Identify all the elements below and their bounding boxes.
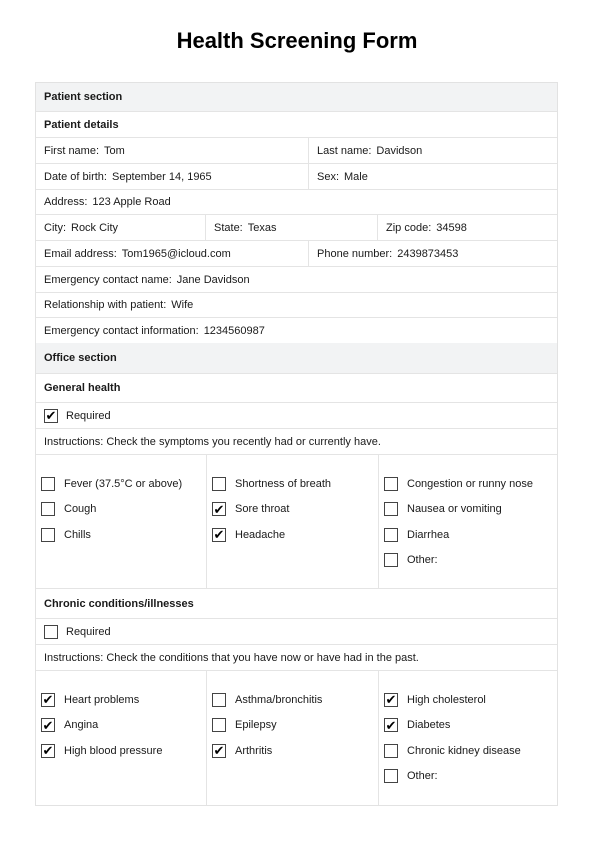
cough-checkbox[interactable] [41,502,55,516]
zip-label: Zip code: [386,221,432,234]
checkbox-column [378,671,557,805]
general-health-instructions-row [36,429,557,455]
option-cough[interactable] [36,497,206,523]
screening-form [35,82,558,806]
epilepsy-checkbox[interactable] [212,718,226,732]
chronic-instructions-row [36,645,557,671]
high-blood-pressure-checkbox[interactable]: ✔ [42,743,54,759]
chronic-kidney-disease-checkbox[interactable] [384,744,398,758]
city-value: Rock City [71,221,119,234]
general-health-required-row [36,403,557,429]
emergency-name-label: Emergency contact name: [44,273,172,286]
option-label: Cough [64,503,97,516]
zip-field[interactable] [377,215,557,240]
option-label: Headache [235,528,286,541]
option-label: Other: [407,554,438,567]
general-health-required-checkbox[interactable]: ✔ [45,408,57,423]
general-health-required-label: Required [66,409,111,422]
general-health-required[interactable] [36,403,111,428]
emergency-info-label: Emergency contact information: [44,324,199,337]
first-name-value: Tom [104,144,125,157]
address-value: 123 Apple Road [92,196,171,208]
option-label: High blood pressure [64,744,163,757]
option-label: Angina [64,719,99,732]
option-label: Other: [407,770,438,783]
first-name-label: First name: [44,144,100,157]
dob-row [36,164,557,190]
asthma-bronchitis-checkbox[interactable] [212,693,226,707]
option-congestion-or-runny-nose[interactable] [379,471,557,497]
option-epilepsy[interactable] [207,713,378,739]
option-headache[interactable] [207,522,378,548]
conditions-grid [36,671,557,805]
email-field[interactable] [36,241,308,266]
patient-section-heading: Patient section [44,91,123,103]
sex-value: Male [344,170,368,183]
email-label: Email address: [44,247,117,260]
last-name-label: Last name: [317,144,372,157]
state-value: Texas [247,221,277,234]
city-label: City: [44,221,66,234]
option-label: Diabetes [407,719,451,732]
option-fever-37-5-c-or-above[interactable] [36,471,206,497]
state-label: State: [214,221,243,234]
option-label: Asthma/bronchitis [235,693,323,706]
option-label: Sore throat [235,503,290,516]
general-health-heading: General health [44,382,121,394]
option-arthritis[interactable] [207,738,378,764]
relationship-value: Wife [171,299,194,311]
diarrhea-checkbox[interactable] [384,528,398,542]
address-label: Address: [44,196,88,208]
headache-checkbox[interactable]: ✔ [213,527,225,543]
checkbox-column [206,455,378,588]
email-value: Tom1965@icloud.com [121,247,231,260]
emergency-info-row [36,318,557,343]
phone-label: Phone number: [317,247,393,260]
patient-section-header [36,83,557,112]
option-asthma-bronchitis[interactable] [207,687,378,713]
arthritis-checkbox[interactable]: ✔ [213,743,225,759]
angina-checkbox[interactable]: ✔ [42,717,54,733]
symptoms-grid [36,455,557,589]
city-field[interactable] [36,215,205,240]
relationship-field[interactable] [36,293,193,317]
option-label: Chills [64,528,91,541]
diabetes-checkbox[interactable]: ✔ [385,717,397,733]
contact-row [36,241,557,267]
relationship-label: Relationship with patient: [44,299,167,311]
emergency-name-value: Jane Davidson [176,273,250,286]
option-diarrhea[interactable] [379,522,557,548]
option-label: Shortness of breath [235,477,332,490]
option-other[interactable] [379,548,557,574]
chronic-required-checkbox[interactable] [44,625,58,639]
congestion-or-runny-nose-checkbox[interactable] [384,477,398,491]
general-health-instructions: Instructions: Check the symptoms you recently had or currently have. [44,435,381,448]
option-sore-throat[interactable] [207,497,378,523]
emergency-info-value: 1234560987 [203,324,265,337]
option-label: Heart problems [64,693,140,706]
checkbox-column [206,671,378,805]
option-label: Nausea or vomiting [407,503,502,516]
option-angina[interactable] [36,713,206,739]
option-nausea-or-vomiting[interactable] [379,497,557,523]
shortness-of-breath-checkbox[interactable] [212,477,226,491]
last-name-field[interactable] [308,138,557,163]
option-chills[interactable] [36,522,206,548]
heart-problems-checkbox[interactable]: ✔ [42,692,54,708]
option-label: Fever (37.5°C or above) [64,477,183,490]
chronic-required-label: Required [66,625,111,638]
relationship-row [36,293,557,318]
office-section-header [36,343,557,374]
dob-field[interactable] [36,164,308,189]
option-label: Chronic kidney disease [407,744,521,757]
option-shortness-of-breath[interactable] [207,471,378,497]
dob-value: September 14, 1965 [111,170,212,183]
emergency-name-field[interactable] [36,267,250,292]
chronic-heading: Chronic conditions/illnesses [44,597,194,610]
checkbox-column [378,455,557,588]
patient-details-row [36,112,557,138]
option-label: Arthritis [235,744,273,757]
option-heart-problems[interactable] [36,687,206,713]
emergency-info-field[interactable] [36,318,265,343]
address-row [36,190,557,215]
state-field[interactable] [205,215,377,240]
other-checkbox[interactable] [384,769,398,783]
sore-throat-checkbox[interactable]: ✔ [213,501,225,517]
patient-details-heading: Patient details [44,118,119,131]
office-section-heading: Office section [44,352,117,364]
dob-label: Date of birth: [44,170,107,183]
option-label: Epilepsy [235,719,277,732]
fever-37-5-c-or-above-checkbox[interactable] [41,477,55,491]
page-title: Health Screening Form [176,28,418,53]
nausea-or-vomiting-checkbox[interactable] [384,502,398,516]
option-label: High cholesterol [407,693,486,706]
chronic-instructions: Instructions: Check the conditions that you have now or have had in the past. [44,651,419,664]
option-label: Congestion or runny nose [407,477,533,490]
address-field[interactable] [36,190,171,214]
chronic-row [36,589,557,619]
location-row [36,215,557,241]
last-name-value: Davidson [376,144,423,157]
option-diabetes[interactable] [379,713,557,739]
option-label: Diarrhea [407,528,450,541]
option-high-blood-pressure[interactable] [36,738,206,764]
high-cholesterol-checkbox[interactable]: ✔ [385,692,397,708]
chronic-required[interactable] [36,619,111,644]
checkbox-column [36,671,206,805]
option-other[interactable] [379,764,557,790]
first-name-field[interactable] [36,138,308,163]
zip-value: 34598 [436,221,467,234]
option-high-cholesterol[interactable] [379,687,557,713]
other-checkbox[interactable] [384,553,398,567]
name-row [36,138,557,164]
phone-field[interactable] [308,241,557,266]
sex-label: Sex: [317,170,340,183]
option-chronic-kidney-disease[interactable] [379,738,557,764]
emergency-name-row [36,267,557,293]
sex-field[interactable] [308,164,557,189]
checkbox-column [36,455,206,588]
general-health-row [36,374,557,403]
chronic-required-row [36,619,557,645]
phone-value: 2439873453 [397,247,459,260]
chills-checkbox[interactable] [41,528,55,542]
